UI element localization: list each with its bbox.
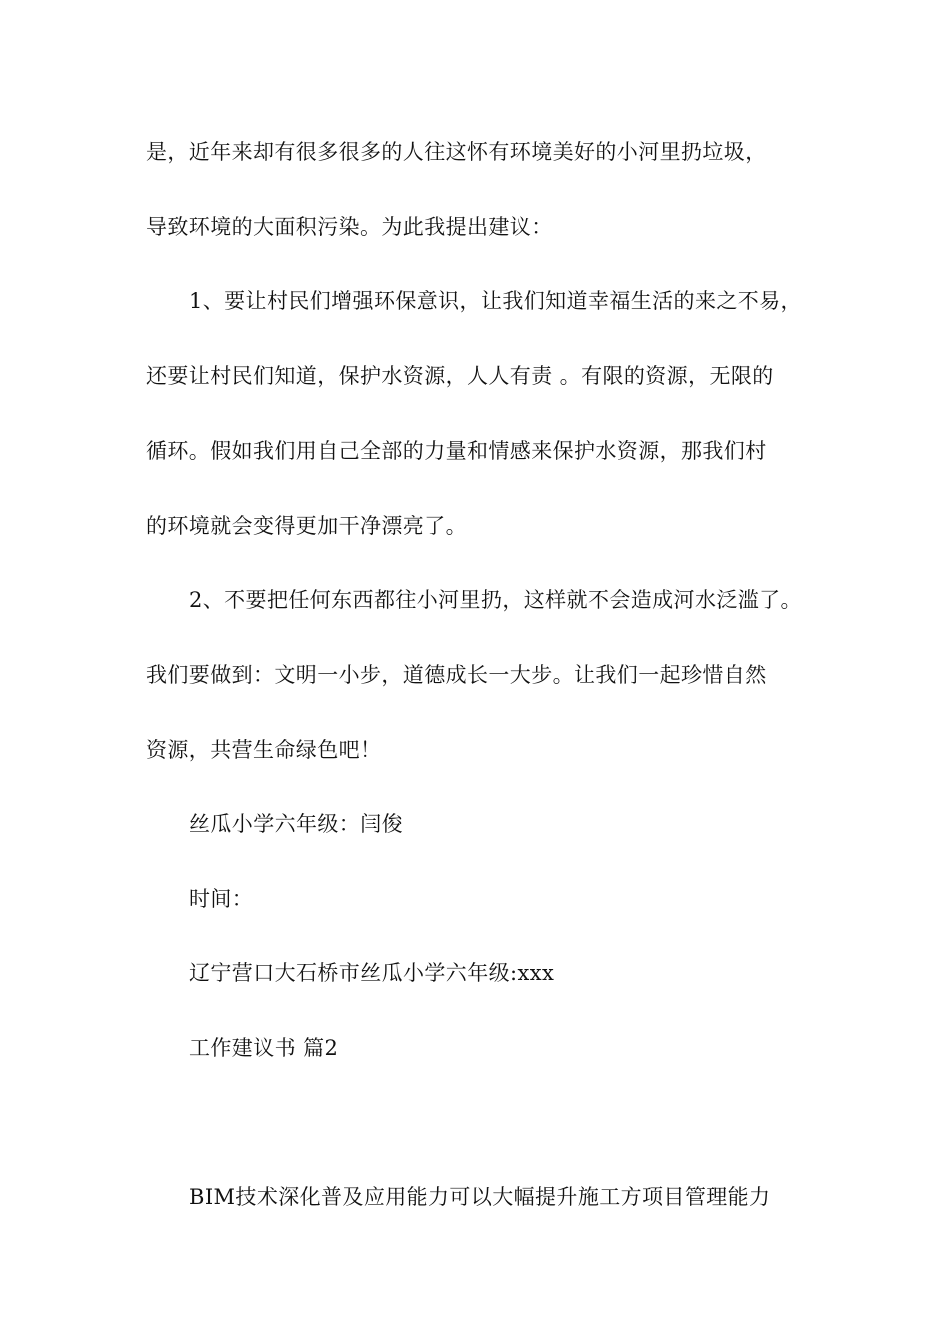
paragraph-line: 我们要做到：文明一小步，道德成长一大步。让我们一起珍惜自然 <box>146 663 767 687</box>
school-address: 辽宁营口大石桥市丝瓜小学六年级:xxx <box>189 961 555 985</box>
paragraph-line: 还要让村民们知道，保护水资源，人人有责 。有限的资源，无限的 <box>146 364 774 388</box>
section-heading: 工作建议书 篇2 <box>189 1036 339 1060</box>
paragraph-line: BIM技术深化普及应用能力可以大幅提升施工方项目管理能力 <box>189 1185 771 1209</box>
paragraph-line: 循环。假如我们用自己全部的力量和情感来保护水资源，那我们村 <box>146 439 767 463</box>
paragraph-line: 导致环境的大面积污染。为此我提出建议： <box>146 215 553 239</box>
date-label: 时间： <box>189 887 254 911</box>
suggestion-2-line: 2、不要把任何东西都往小河里扔，这样就不会造成河水泛滥了。 <box>189 588 802 612</box>
signature-name: 丝瓜小学六年级：闫俊 <box>189 812 403 836</box>
paragraph-line: 资源，共营生命绿色吧！ <box>146 738 382 762</box>
paragraph-line: 是，近年来却有很多很多的人往这怀有环境美好的小河里扔垃圾， <box>146 140 767 164</box>
paragraph-line: 的环境就会变得更加干净漂亮了。 <box>146 514 467 538</box>
suggestion-1-line: 1、要让村民们增强环保意识，让我们知道幸福生活的来之不易， <box>189 289 802 313</box>
